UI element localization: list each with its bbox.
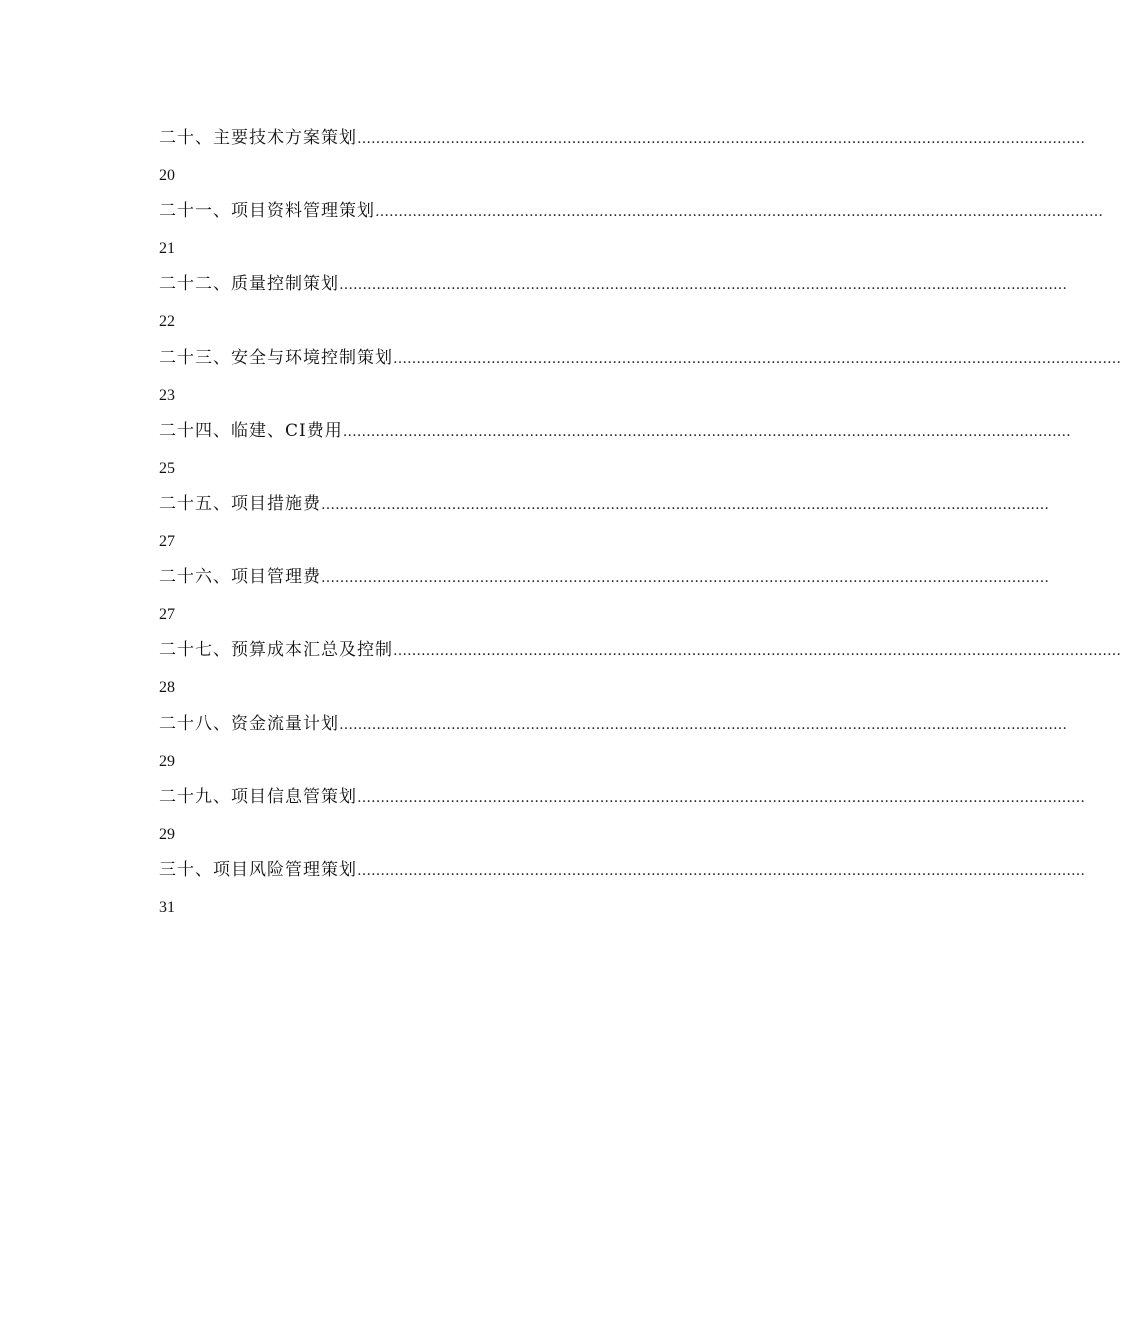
toc-leader-dots: ………………………………………………………………………………………………………………………………………… (357, 862, 1085, 879)
toc-line (159, 271, 1067, 297)
toc-title: 二十八、资金流量计划 (159, 713, 339, 734)
toc-page-number: 22 (159, 313, 175, 331)
toc-line (159, 784, 1085, 810)
toc-entry[interactable] (159, 345, 1121, 418)
toc-page-number: 29 (159, 825, 175, 843)
toc-page-number: 28 (159, 679, 175, 697)
toc-line (159, 125, 1085, 151)
toc-title: 二十七、预算成本汇总及控制 (159, 640, 393, 661)
toc-entry[interactable] (159, 271, 1067, 344)
toc-entry[interactable] (159, 564, 1049, 637)
toc-title: 二十四、临建、CI费用 (159, 420, 343, 441)
toc-page-number: 20 (159, 167, 175, 184)
toc-leader-dots: ………………………………………………………………………………………………………………………………………… (375, 204, 1103, 221)
toc-line (159, 857, 1085, 883)
toc-title: 二十五、项目措施费 (159, 493, 321, 514)
toc-entry[interactable] (159, 784, 1085, 857)
toc-title: 二十二、质量控制策划 (159, 274, 339, 295)
toc-title: 二十一、项目资料管理策划 (159, 201, 375, 222)
toc-leader-dots: ………………………………………………………………………………………………………………………………………… (357, 789, 1085, 806)
toc-entry[interactable] (159, 418, 1071, 491)
toc-leader-dots: ………………………………………………………………………………………………………………………………………… (339, 716, 1067, 733)
toc-page-number: 27 (159, 532, 175, 550)
toc-leader-dots: ………………………………………………………………………………………………………………………………………… (357, 131, 1085, 147)
toc-page-number: 31 (159, 898, 175, 916)
toc-title: 二十六、项目管理费 (159, 567, 321, 588)
toc-title: 二十九、项目信息管策划 (159, 786, 357, 807)
toc-line (159, 491, 1049, 517)
toc-line (159, 564, 1049, 590)
toc-entry[interactable] (159, 491, 1049, 564)
toc-title: 三十、项目风险管理策划 (159, 859, 357, 880)
toc-line (159, 711, 1067, 737)
toc-entry[interactable] (159, 711, 1067, 784)
toc-entry[interactable] (159, 125, 1085, 198)
toc-title: 二十、主要技术方案策划 (159, 128, 357, 148)
toc-page-number: 29 (159, 752, 175, 770)
toc-entry[interactable] (159, 857, 1085, 930)
toc-page-number: 25 (159, 459, 175, 477)
toc-line (159, 345, 1121, 371)
toc-title: 二十三、安全与环境控制策划 (159, 347, 393, 368)
table-of-contents (159, 125, 1121, 930)
toc-line (159, 198, 1103, 224)
toc-entry[interactable] (159, 637, 1121, 710)
toc-leader-dots: ………………………………………………………………………………………………………………………………………… (342, 423, 1071, 440)
toc-page-number: 27 (159, 606, 175, 624)
toc-leader-dots: ………………………………………………………………………………………………………………………………………… (321, 570, 1049, 587)
toc-entry[interactable] (159, 198, 1103, 271)
toc-leader-dots: ………………………………………………………………………………………………………………………………………… (339, 277, 1067, 294)
toc-line (159, 418, 1071, 444)
toc-leader-dots: ………………………………………………………………………………………………………………………………………… (321, 496, 1049, 513)
toc-leader-dots: ………………………………………………………………………………………………………………………………………… (393, 643, 1121, 660)
toc-page-number: 21 (159, 240, 175, 258)
toc-page-number: 23 (159, 386, 175, 404)
toc-leader-dots: ………………………………………………………………………………………………………………………………………… (393, 350, 1121, 367)
toc-line (159, 637, 1121, 663)
